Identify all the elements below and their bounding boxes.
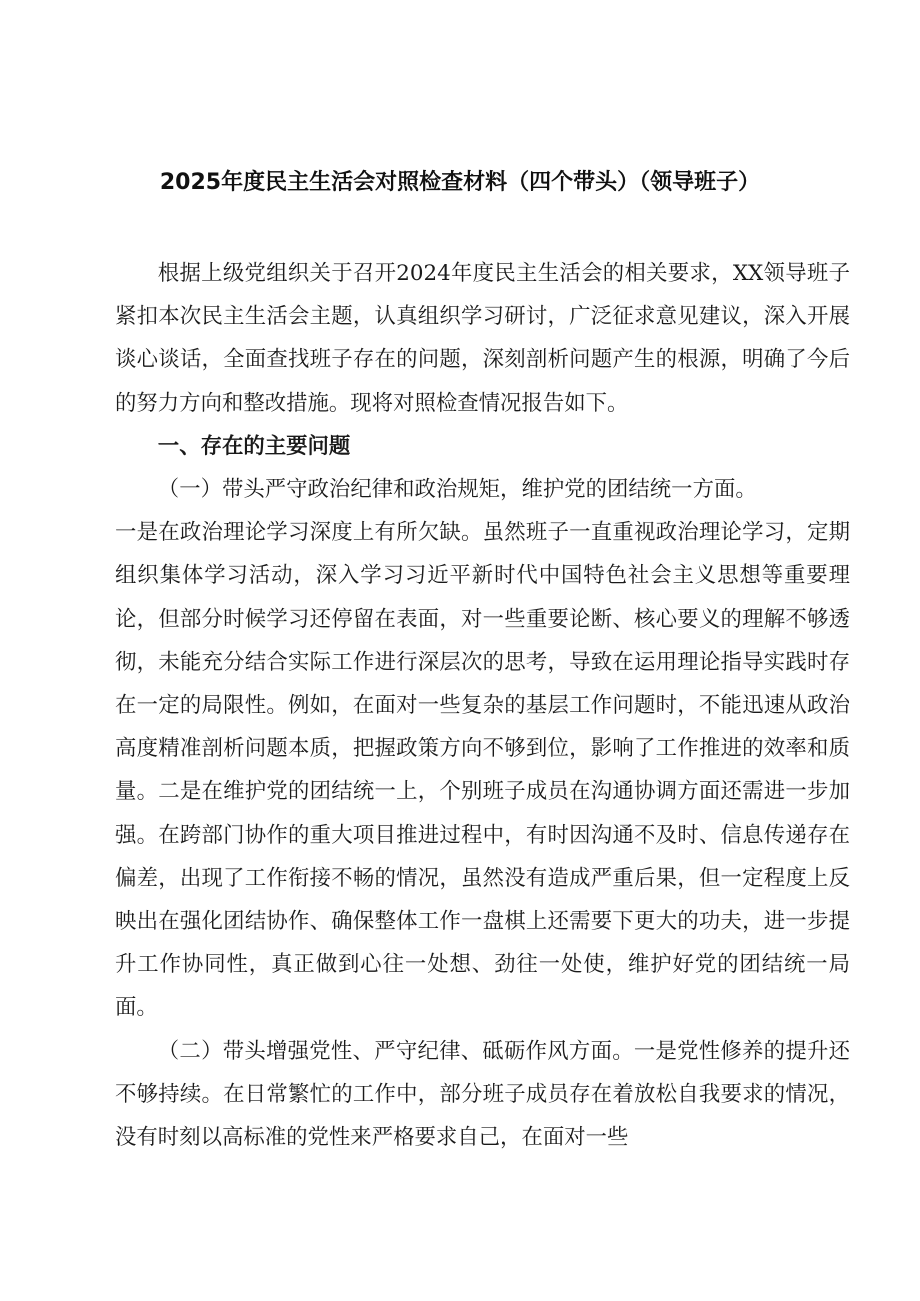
subsection-heading-1: （一）带头严守政治纪律和政治规矩，维护党的团结统一方面。 [157, 477, 757, 503]
body-paragraph-1: 一是在政治理论学习深度上有所欠缺。虽然班子一直重视政治理论学习，定期组织集体学习活动，深入学习习近平新时代中国特色社会主义思想等重要理论，但部分时候学习还停留在表面，对一些重要论断、核心要义的理解不够透彻，未能充分结合实际工作进行深层次的思考，导致在运用理论指导实践时存在一定的局限性。例如，在面对一些复杂的基层工作问题时，不能迅速从政治高度精准剖析问题本质，把握政策方向不够到位，影响了工作推进的效率和质量。二是在维护党的团结统一上，个别班子成员在沟通协调方面还需进一步加强。在跨部门协作的重大项目推进过程中，有时因沟通不及时、信息传递存在偏差，出现了工作衔接不畅的情况，虽然没有造成严重后果，但一定程度上反映出在强化团结协作、确保整体工作一盘棋上还需要下更大的功夫，进一步提升工作协同性，真正做到心往一处想、劲往一处使，维护好党的团结统一局面。 [115, 520, 850, 1021]
section-heading: 一、存在的主要问题 [157, 433, 351, 459]
document-title: 2025年度民主生活会对照检查材料（四个带头）（领导班子） [159, 170, 761, 195]
body-paragraph-2: （二）带头增强党性、严守纪律、砥砺作风方面。一是党性修养的提升还不够持续。在日常繁忙的工作中，部分班子成员存在着放松自我要求的情况，没有时刻以高标准的党性来严格要求自己，在面对一些 [115, 1038, 850, 1151]
document-body [115, 252, 850, 1159]
intro-paragraph: 根据上级党组织关于召开2024年度民主生活会的相关要求，XX领导班子紧扣本次民主生活会主题，认真组织学习研讨，广泛征求意见建议，深入开展谈心谈话，全面查找班子存在的问题，深刻剖析问题产生的根源，明确了今后的努力方向和整改措施。现将对照检查情况报告如下。 [115, 261, 850, 416]
